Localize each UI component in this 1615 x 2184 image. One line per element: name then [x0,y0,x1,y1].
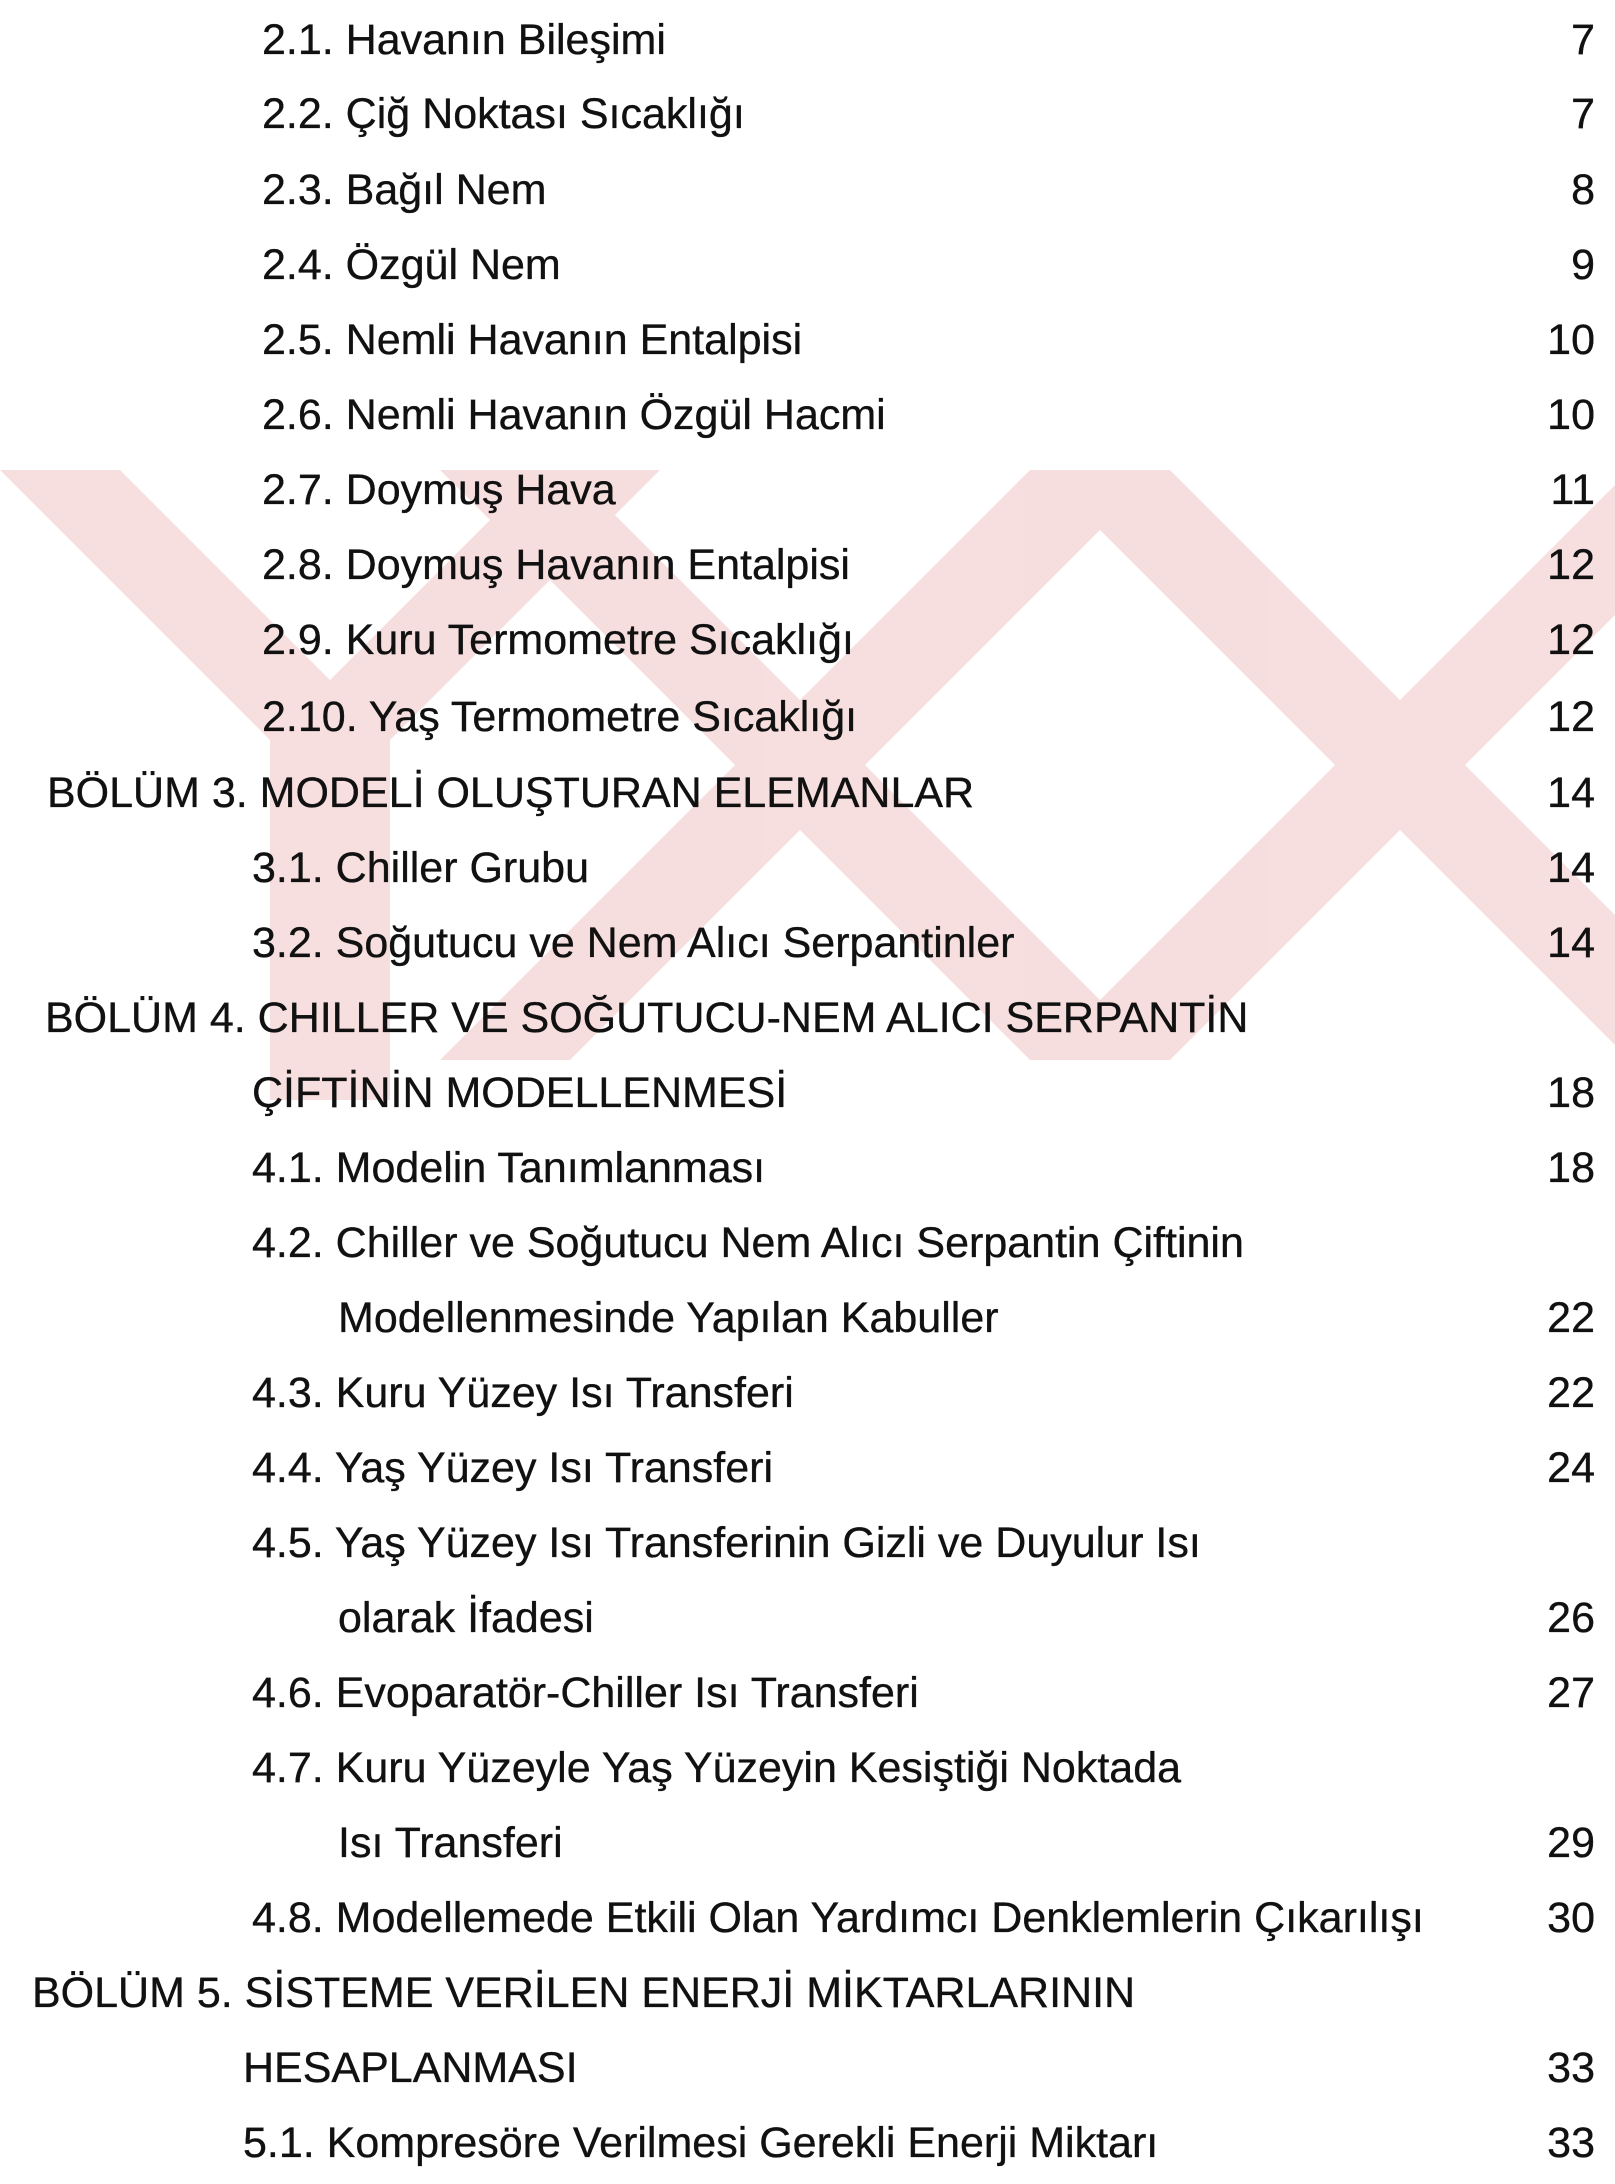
toc-entry [0,1963,1615,2023]
toc-entry [0,235,1615,295]
toc-entry-page-number: 14 [1547,769,1595,817]
toc-entry-title: 2.1. Havanın Bileşimi [262,16,666,64]
toc-entry-title: 5.1. Kompresöre Verilmesi Gerekli Enerji Miktarı [243,2119,1159,2167]
toc-entry [0,838,1615,898]
toc-entry-page-number: 18 [1547,1069,1595,1117]
toc-entry-title: 3.1. Chiller Grubu [252,844,589,892]
toc-entry-title: 4.2. Chiller ve Soğutucu Nem Alıcı Serpantin Çiftinin [252,1219,1244,1267]
toc-entry-title: olarak İfadesi [338,1594,594,1642]
toc-entry-page-number: 10 [1547,391,1595,439]
toc-entry-title: 2.9. Kuru Termometre Sıcaklığı [262,616,854,664]
toc-entry-title: 3.2. Soğutucu ve Nem Alıcı Serpantinler [252,919,1015,967]
toc-entry-page-number: 29 [1547,1819,1595,1867]
toc-entry [0,385,1615,445]
toc-entry-page-number: 8 [1571,166,1595,214]
toc-entry [0,535,1615,595]
toc-entry [0,1738,1615,1798]
toc-entry-title: 4.5. Yaş Yüzey Isı Transferinin Gizli ve Duyulur Isı [252,1519,1201,1567]
toc-entry [0,1138,1615,1198]
toc-entry [0,1588,1615,1648]
toc-entry-page-number: 7 [1571,16,1595,64]
toc-entry-title: 4.7. Kuru Yüzeyle Yaş Yüzeyin Kesiştiği Noktada [252,1744,1182,1792]
toc-entry [0,1213,1615,1273]
toc-entry-page-number: 12 [1547,693,1595,741]
toc-entry-page-number: 27 [1547,1669,1595,1717]
toc-entry-title: 4.3. Kuru Yüzey Isı Transferi [252,1369,794,1417]
toc-entry [0,460,1615,520]
toc-entry-title: Modellenmesinde Yapılan Kabuller [338,1294,999,1342]
toc-entry-page-number: 10 [1547,316,1595,364]
toc-entry-page-number: 14 [1547,844,1595,892]
toc-entry-title: BÖLÜM 3. MODELİ OLUŞTURAN ELEMANLAR [47,769,975,817]
toc-entry-page-number: 9 [1571,241,1595,289]
toc-entry-title: 2.3. Bağıl Nem [262,166,547,214]
toc-entry [0,763,1615,823]
toc-entry [0,2113,1615,2173]
toc-entry-page-number: 33 [1547,2119,1595,2167]
toc-entry-page-number: 24 [1547,1444,1595,1492]
toc-entry-title: 4.8. Modellemede Etkili Olan Yardımcı Denklemlerin Çıkarılışı [252,1894,1424,1942]
toc-entry-title: 2.8. Doymuş Havanın Entalpisi [262,541,850,589]
toc-entry-title: HESAPLANMASI [243,2044,578,2092]
toc-entry-page-number: 26 [1547,1594,1595,1642]
toc-entry-title: 2.10. Yaş Termometre Sıcaklığı [262,693,858,741]
toc-entry-page-number: 22 [1547,1294,1595,1342]
toc-entry [0,687,1615,747]
toc-entry-title: 2.6. Nemli Havanın Özgül Hacmi [262,391,886,439]
toc-entry-page-number: 7 [1571,90,1595,138]
toc-entry [0,1663,1615,1723]
toc-entry [0,913,1615,973]
toc-entry [0,1063,1615,1123]
toc-entry [0,310,1615,370]
toc-entry [0,610,1615,670]
toc-entry [0,1513,1615,1573]
toc-entry-page-number: 18 [1547,1144,1595,1192]
toc-entry-page-number: 12 [1547,541,1595,589]
toc-entry [0,1888,1615,1948]
toc-entry-title: 2.5. Nemli Havanın Entalpisi [262,316,803,364]
toc-entry-page-number: 11 [1550,466,1595,514]
toc-entry [0,160,1615,220]
toc-entry [0,84,1615,144]
toc-entry-title: 4.4. Yaş Yüzey Isı Transferi [252,1444,774,1492]
toc-entry-title: 4.6. Evoparatör-Chiller Isı Transferi [252,1669,919,1717]
toc-entry-page-number: 14 [1547,919,1595,967]
toc-entry [0,2038,1615,2098]
toc-entry-page-number: 22 [1547,1369,1595,1417]
toc-entry [0,10,1615,70]
toc-entry-title: BÖLÜM 5. SİSTEME VERİLEN ENERJİ MİKTARLARININ [32,1969,1136,2017]
toc-entry-page-number: 12 [1547,616,1595,664]
toc-entry-page-number: 33 [1547,2044,1595,2092]
toc-entry [0,1438,1615,1498]
toc-entry [0,1363,1615,1423]
toc-entry [0,988,1615,1048]
toc-entry-title: 2.2. Çiğ Noktası Sıcaklığı [262,90,745,138]
toc-entry-title: 2.7. Doymuş Hava [262,466,616,514]
toc-entry-page-number: 30 [1547,1894,1595,1942]
toc-entry [0,1813,1615,1873]
toc-entry-title: ÇİFTİNİN MODELLENMESİ [252,1069,788,1117]
toc-entry-title: 4.1. Modelin Tanımlanması [252,1144,766,1192]
toc-entry [0,1288,1615,1348]
toc-entry-title: BÖLÜM 4. CHILLER VE SOĞUTUCU-NEM ALICI SERPANTİN [45,994,1249,1042]
toc-entry-title: 2.4. Özgül Nem [262,241,561,289]
toc-entry-title: Isı Transferi [338,1819,563,1867]
